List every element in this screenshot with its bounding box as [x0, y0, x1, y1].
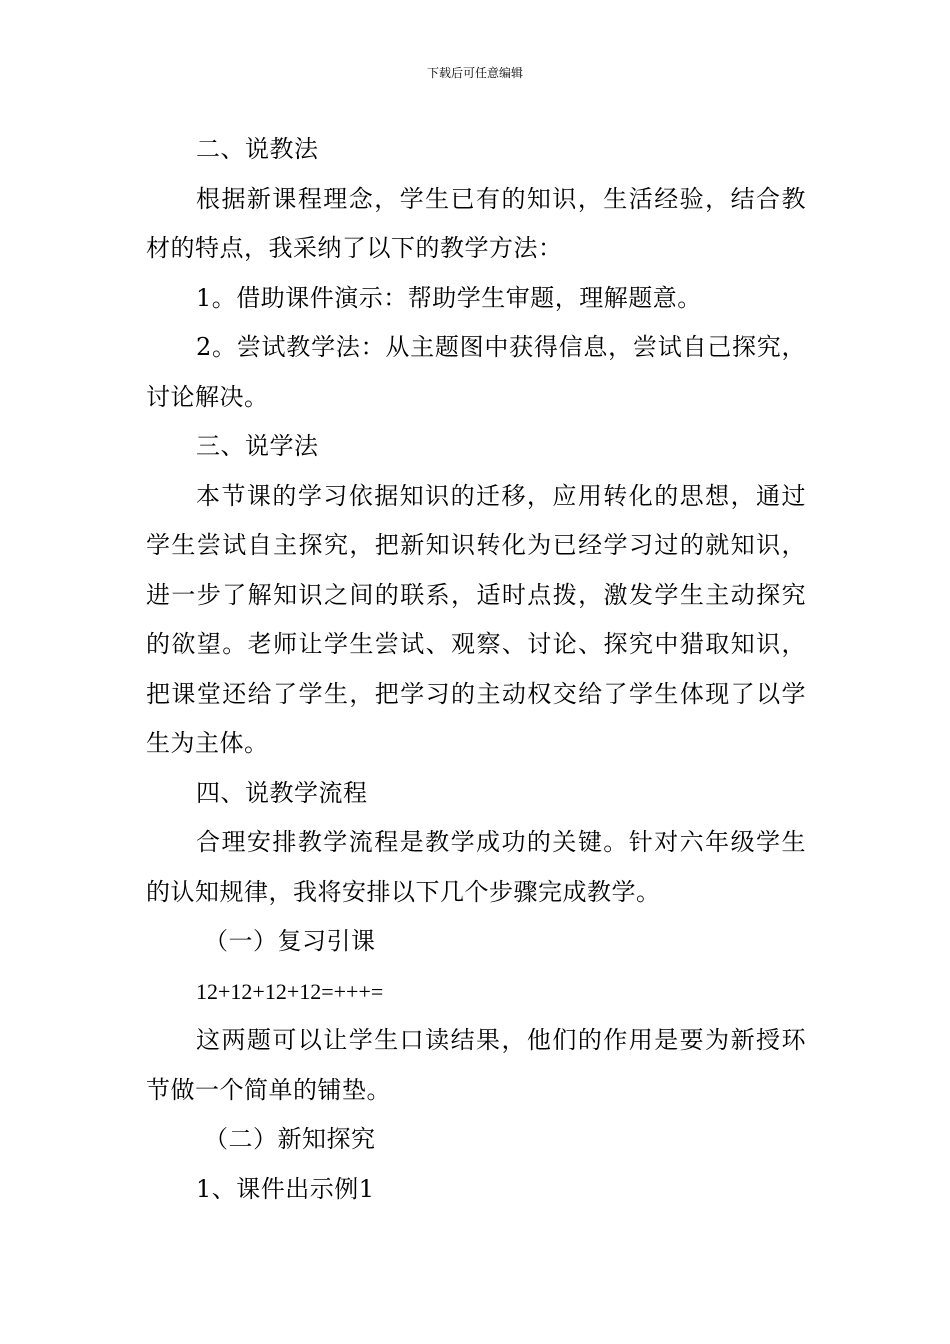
- subsection-heading-new-knowledge: （二）新知探究: [204, 1125, 376, 1153]
- section-heading-teaching-process: 四、说教学流程: [196, 778, 368, 807]
- document-body: [146, 125, 806, 1214]
- paragraph-review-purpose: 这两题可以让学生口读结果，他们的作用是要为新授环节做一个简单的铺垫。: [146, 1026, 806, 1104]
- subsection-heading-review: （一）复习引课: [204, 927, 376, 955]
- section-heading-learning-methods: 三、说学法: [196, 432, 319, 460]
- formula-line: 12+12+12+12=+++=: [196, 978, 384, 1004]
- paragraph-teaching-methods-intro: 根据新课程理念，学生已有的知识，生活经验，结合教材的特点，我采纳了以下的教学方法：: [146, 184, 806, 262]
- paragraph-learning-methods: 本节课的学习依据知识的迁移，应用转化的思想，通过学生尝试自主探究，把新知识转化为已经学习过的就知识，进一步了解知识之间的联系，适时点拨，激发学生主动探究的欲望。老师让学生尝试、观察、讨论、探究中猎取知识，把课堂还给了学生，把学习的主动权交给了学生体现了以学生为主体。: [146, 481, 806, 757]
- section-heading-teaching-methods: 二、说教法: [196, 135, 319, 163]
- paragraph-method-1: 1。借助课件演示：帮助学生审题，理解题意。: [196, 283, 702, 312]
- page-header-note: 下载后可任意编辑: [426, 66, 523, 80]
- paragraph-method-2: 2。尝试教学法：从主题图中获得信息，尝试自己探究，讨论解决。: [146, 333, 806, 411]
- paragraph-teaching-process-intro: 合理安排教学流程是教学成功的关键。针对六年级学生的认知规律，我将安排以下几个步骤完成教学。: [146, 828, 806, 906]
- paragraph-example-1: 1、课件出示例1: [196, 1174, 375, 1203]
